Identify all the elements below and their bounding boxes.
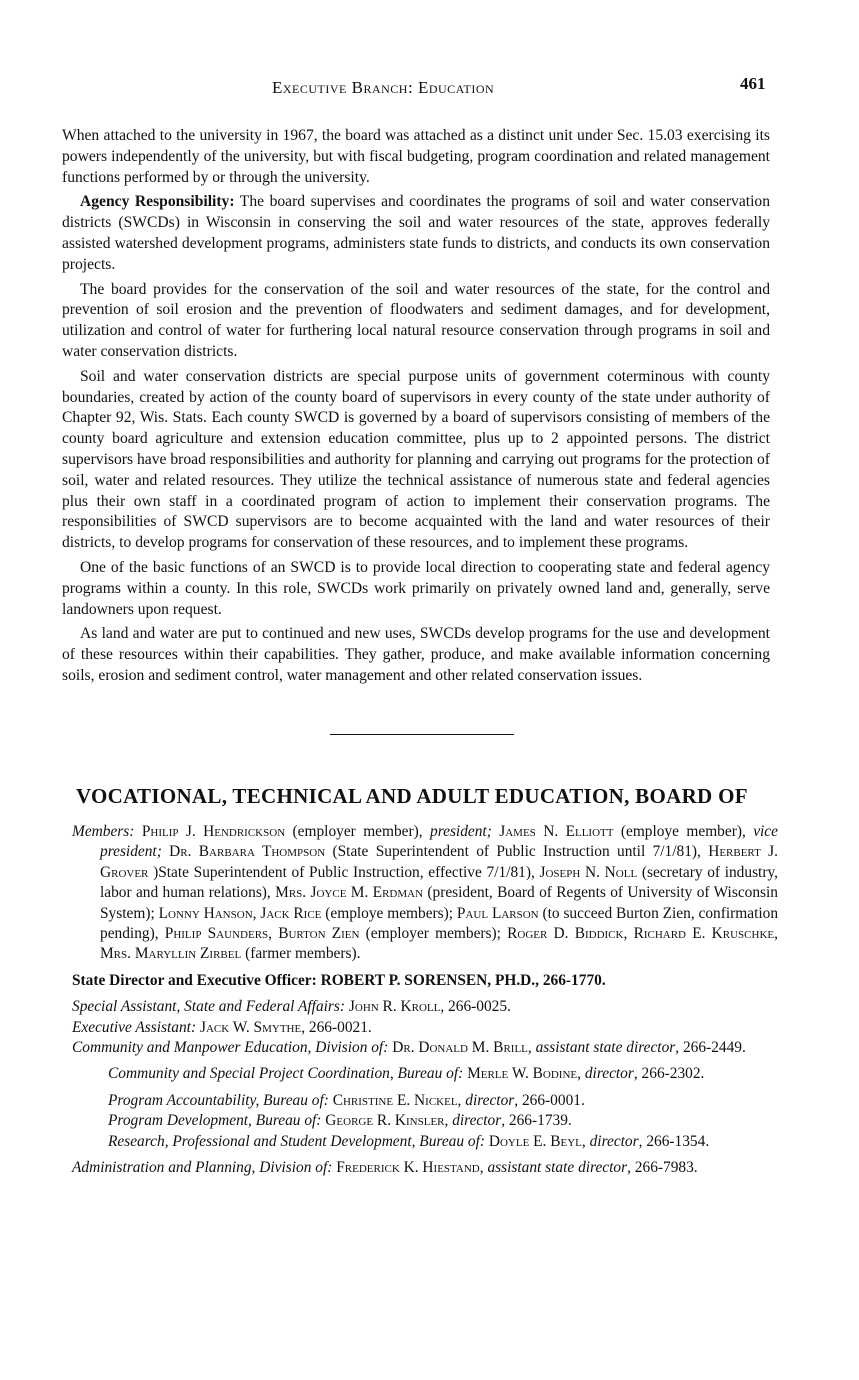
paragraph: The board provides for the conservation of the soil and water resources of the state, for the control and prevention of soil erosion and the prevention of floodwaters and sediment damages, and for development, utilization and control of water for furthering local natural resource conservation through programs in soil and water conservation districts. (62, 280, 770, 360)
section-title: VOCATIONAL, TECHNICAL AND ADULT EDUCATION, BOARD OF (76, 784, 748, 808)
member-name: James N. Elliott (499, 823, 614, 840)
members-label: Members: (72, 823, 135, 840)
member-name: Richard E. Kruschke (633, 925, 775, 943)
staff-title: Executive Assistant: (72, 1018, 197, 1036)
staff-entry (72, 1018, 778, 1038)
member-text: (president, Board of Regents of University of Wisconsin System); (100, 884, 778, 922)
member-text: (employer members); (359, 925, 508, 943)
member-name: Philip Saunders (164, 925, 269, 943)
staff-title: Community and Special Project Coordination, Bureau of: (108, 1065, 464, 1083)
staff-phone: , 266-1354. (638, 1132, 710, 1150)
member-text: , (774, 925, 778, 943)
paragraph: When attached to the university in 1967, the board was attached as a distinct unit under Sec. 15.03 exercising its powers independently of the university, but with fiscal budgeting, program coordination and related management functions performed by or through the university. (62, 127, 770, 186)
staff-phone: , 266-0021. (301, 1018, 372, 1036)
member-name: Mrs. Maryllin Zirbel (100, 945, 242, 963)
staff-title: Community and Manpower Education, Division of: (72, 1039, 389, 1057)
staff-title: Program Development, Bureau of: (108, 1112, 322, 1130)
staff-name: Merle W. Bodine (467, 1065, 578, 1083)
staff-role: assistant state director (535, 1039, 676, 1057)
running-header: Executive Branch: Education (272, 78, 495, 97)
staff-entry: Community and Special Project Coordination, Bureau of: Merle W. Bodine, director, 266-2302. (108, 1065, 705, 1083)
staff-title: Special Assistant, State and Federal Affairs: (72, 998, 346, 1016)
body-text (62, 126, 770, 691)
member-role: president; (430, 823, 492, 840)
member-name: Lonny Hanson (158, 904, 253, 922)
member-name: Philip J. Hendrickson (141, 823, 286, 840)
staff-entry: Community and Manpower Education, Division of: Dr. Donald M. Brill, assistant state director, 266-2449. (72, 1039, 746, 1057)
staff-phone: , 266-2449. (675, 1039, 746, 1057)
section-divider (330, 734, 514, 735)
staff-entry: Research, Professional and Student Development, Bureau of: Doyle E. Beyl, director, 266-1354. (108, 1132, 710, 1150)
paragraph-lead: Agency Responsibility: (80, 193, 235, 211)
member-name: Joseph N. Noll (539, 863, 638, 881)
staff-entry: Program Accountability, Bureau of: Christine E. Nickel, director, 266-0001. (108, 1091, 585, 1109)
staff-name: Christine E. Nickel (332, 1091, 458, 1109)
member-name: Jack Rice (260, 904, 322, 922)
directory (72, 822, 778, 1179)
member-role: vice president; (100, 823, 778, 861)
member-name: Mrs. Joyce M. Erdman (275, 884, 424, 902)
staff-title: Program Accountability, Bureau of: (108, 1091, 329, 1109)
staff-entry: Program Development, Bureau of: George R. Kinsler, director, 266-1739. (108, 1112, 572, 1130)
member-text: , (252, 904, 261, 922)
staff-phone: , 266-7983. (627, 1159, 698, 1177)
paragraph: Soil and water conservation districts are special purpose units of government coterminous with county boundaries, created by action of the county board of supervisors in every county of the state under authority of Chapter 92, Wis. Stats. Each county SWCD is governed by a board of supervisors consisting of members of the county board agriculture and extension education committee, plus up to 2 appointed persons. The district supervisors have broad responsibilities and authority for planning and carrying out programs for the protection of soil, water and related resources. They utilize the technical assistance of numerous state and federal agencies plus their own staff in a coordinated program of action to implement their conservation programs. The responsibilities of SWCD supervisors are to become acquainted with the land and water resources of their districts, to develop programs for conservation of these resources, and to implement these programs. (62, 367, 770, 552)
member-name: Paul Larson (456, 904, 539, 922)
member-text: (employe members); (321, 904, 457, 922)
staff-role: director (452, 1112, 502, 1130)
members-entry (72, 822, 778, 965)
paragraph: As land and water are put to continued and new uses, SWCDs develop programs for the use and development of these resources within their capabilities. They gather, produce, and make available information concerning soils, erosion and sediment control, water management and other related conservation issues. (62, 625, 770, 684)
staff-name: Frederick K. Hiestand (336, 1159, 480, 1177)
staff-title: Research, Professional and Student Development, Bureau of: (108, 1132, 485, 1150)
member-name: Burton Zien (278, 925, 360, 943)
staff-entry (72, 997, 778, 1017)
member-name: Herbert J. Grover (100, 843, 778, 881)
member-text: , (268, 925, 279, 943)
member-text: , (623, 925, 634, 943)
staff-name: John R. Kroll (348, 998, 441, 1016)
page-number: 461 (740, 74, 766, 93)
member-name: Roger D. Biddick (507, 925, 624, 943)
staff-phone: , 266-0001. (514, 1091, 585, 1109)
staff-name: Dr. Donald M. Brill (392, 1039, 528, 1057)
staff-role: director (589, 1132, 639, 1150)
staff-name: Doyle E. Beyl (488, 1132, 582, 1150)
staff-entry: Administration and Planning, Division of: Frederick K. Hiestand, assistant state director, 266-7983. (72, 1159, 698, 1177)
paragraph-text: The board supervises and coordinates the programs of soil and water conservation districts (SWCDs) in Wisconsin in conserving the soil and water resources of the state, approves federally assisted watershed development programs, administers state funds to districts, and conducts its own conservation projects. (62, 193, 770, 273)
director-line: State Director and Executive Officer: ROBERT P. SORENSEN, PH.D., 266-1770. (72, 971, 606, 989)
staff-role: director (465, 1091, 515, 1109)
staff-phone: , 266-1739. (501, 1112, 572, 1130)
staff-title: Administration and Planning, Division of: (72, 1159, 333, 1177)
staff-phone: , 266-2302. (633, 1065, 705, 1083)
member-text: (State Superintendent of Public Instruction until 7/1/81), (325, 843, 709, 861)
staff-phone: , 266-0025. (440, 998, 511, 1016)
member-text: )State Superintendent of Public Instruction, effective 7/1/81), (148, 863, 540, 881)
paragraph: One of the basic functions of an SWCD is to provide local direction to cooperating state and federal agency programs within a county. In this role, SWCDs work primarily on privately owned land and, generally, serve landowners upon request. (62, 558, 770, 618)
staff-name: George R. Kinsler (325, 1112, 445, 1130)
member-text: (employer member), (285, 823, 430, 840)
member-text: (secretary of industry, labor and human relations), (100, 863, 779, 902)
staff-name: Jack W. Smythe (199, 1018, 302, 1036)
staff-role: assistant state director (487, 1159, 628, 1177)
staff-role: director (584, 1065, 634, 1083)
member-text: (to succeed Burton Zien, confirmation pending), (100, 904, 779, 943)
member-name: Dr. Barbara Thompson (169, 843, 326, 861)
member-text: (employe member), (613, 823, 754, 840)
member-text: (farmer members). (241, 945, 361, 963)
paragraph-agency-responsibility (62, 192, 770, 275)
